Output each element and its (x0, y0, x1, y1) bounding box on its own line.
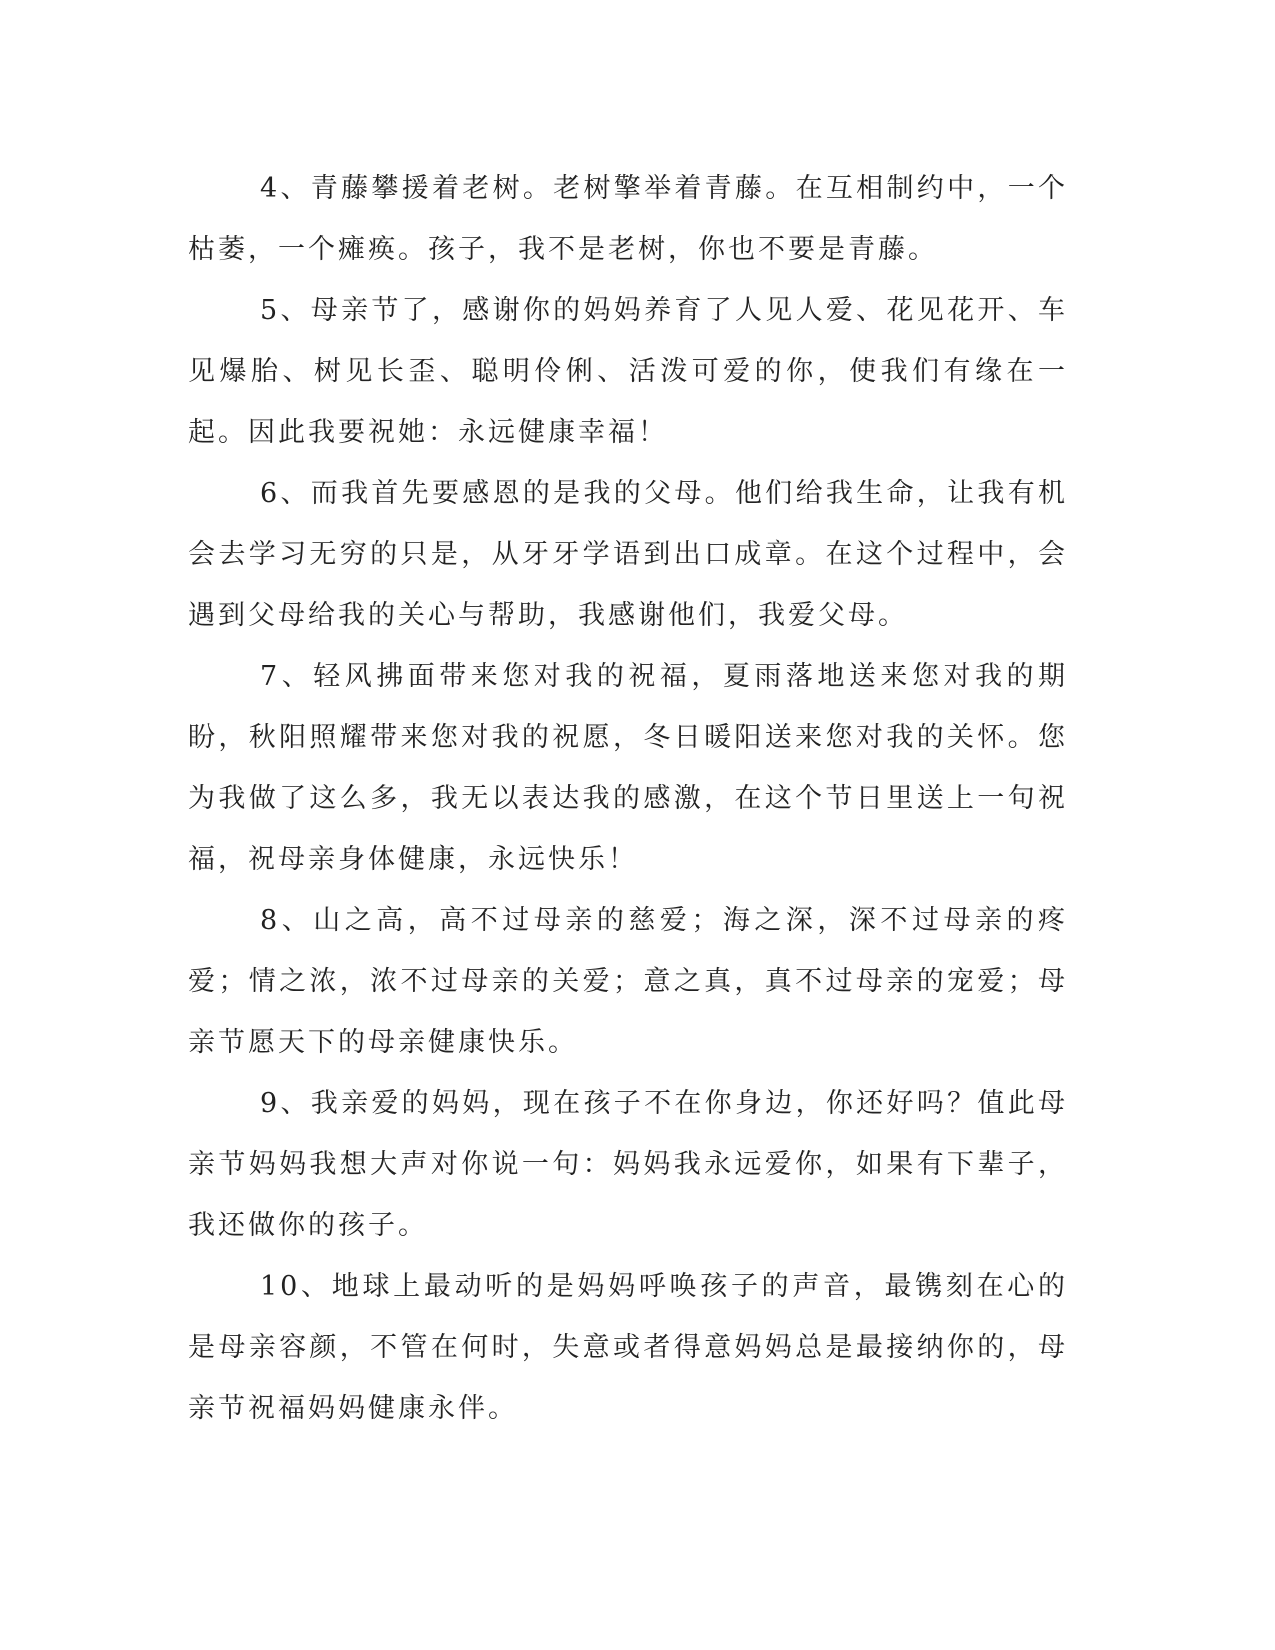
paragraph-10: 10、地球上最动听的是妈妈呼唤孩子的声音，最镌刻在心的是母亲容颜，不管在何时，失意或者得意妈妈总是最接纳你的，母亲节祝福妈妈健康永伴。 (188, 1271, 1068, 1424)
document-body (188, 158, 1068, 1439)
paragraph-9: 9、我亲爱的妈妈，现在孩子不在你身边，你还好吗？值此母亲节妈妈我想大声对你说一句：妈妈我永远爱你，如果有下辈子，我还做你的孩子。 (188, 1088, 1068, 1241)
paragraph-4: 4、青藤攀援着老树。老树擎举着青藤。在互相制约中，一个枯萎，一个瘫痪。孩子，我不是老树，你也不要是青藤。 (188, 173, 1068, 265)
paragraph-5: 5、母亲节了，感谢你的妈妈养育了人见人爱、花见花开、车见爆胎、树见长歪、聪明伶俐、活泼可爱的你，使我们有缘在一起。因此我要祝她：永远健康幸福！ (188, 295, 1068, 448)
paragraph-8: 8、山之高，高不过母亲的慈爱；海之深，深不过母亲的疼爱；情之浓，浓不过母亲的关爱；意之真，真不过母亲的宠爱；母亲节愿天下的母亲健康快乐。 (188, 905, 1068, 1058)
paragraph-7: 7、轻风拂面带来您对我的祝福，夏雨落地送来您对我的期盼，秋阳照耀带来您对我的祝愿，冬日暖阳送来您对我的关怀。您为我做了这么多，我无以表达我的感激，在这个节日里送上一句祝福，祝母亲身体健康，永远快乐！ (188, 661, 1068, 875)
paragraph-6: 6、而我首先要感恩的是我的父母。他们给我生命，让我有机会去学习无穷的只是，从牙牙学语到出口成章。在这个过程中，会遇到父母给我的关心与帮助，我感谢他们，我爱父母。 (188, 478, 1068, 631)
